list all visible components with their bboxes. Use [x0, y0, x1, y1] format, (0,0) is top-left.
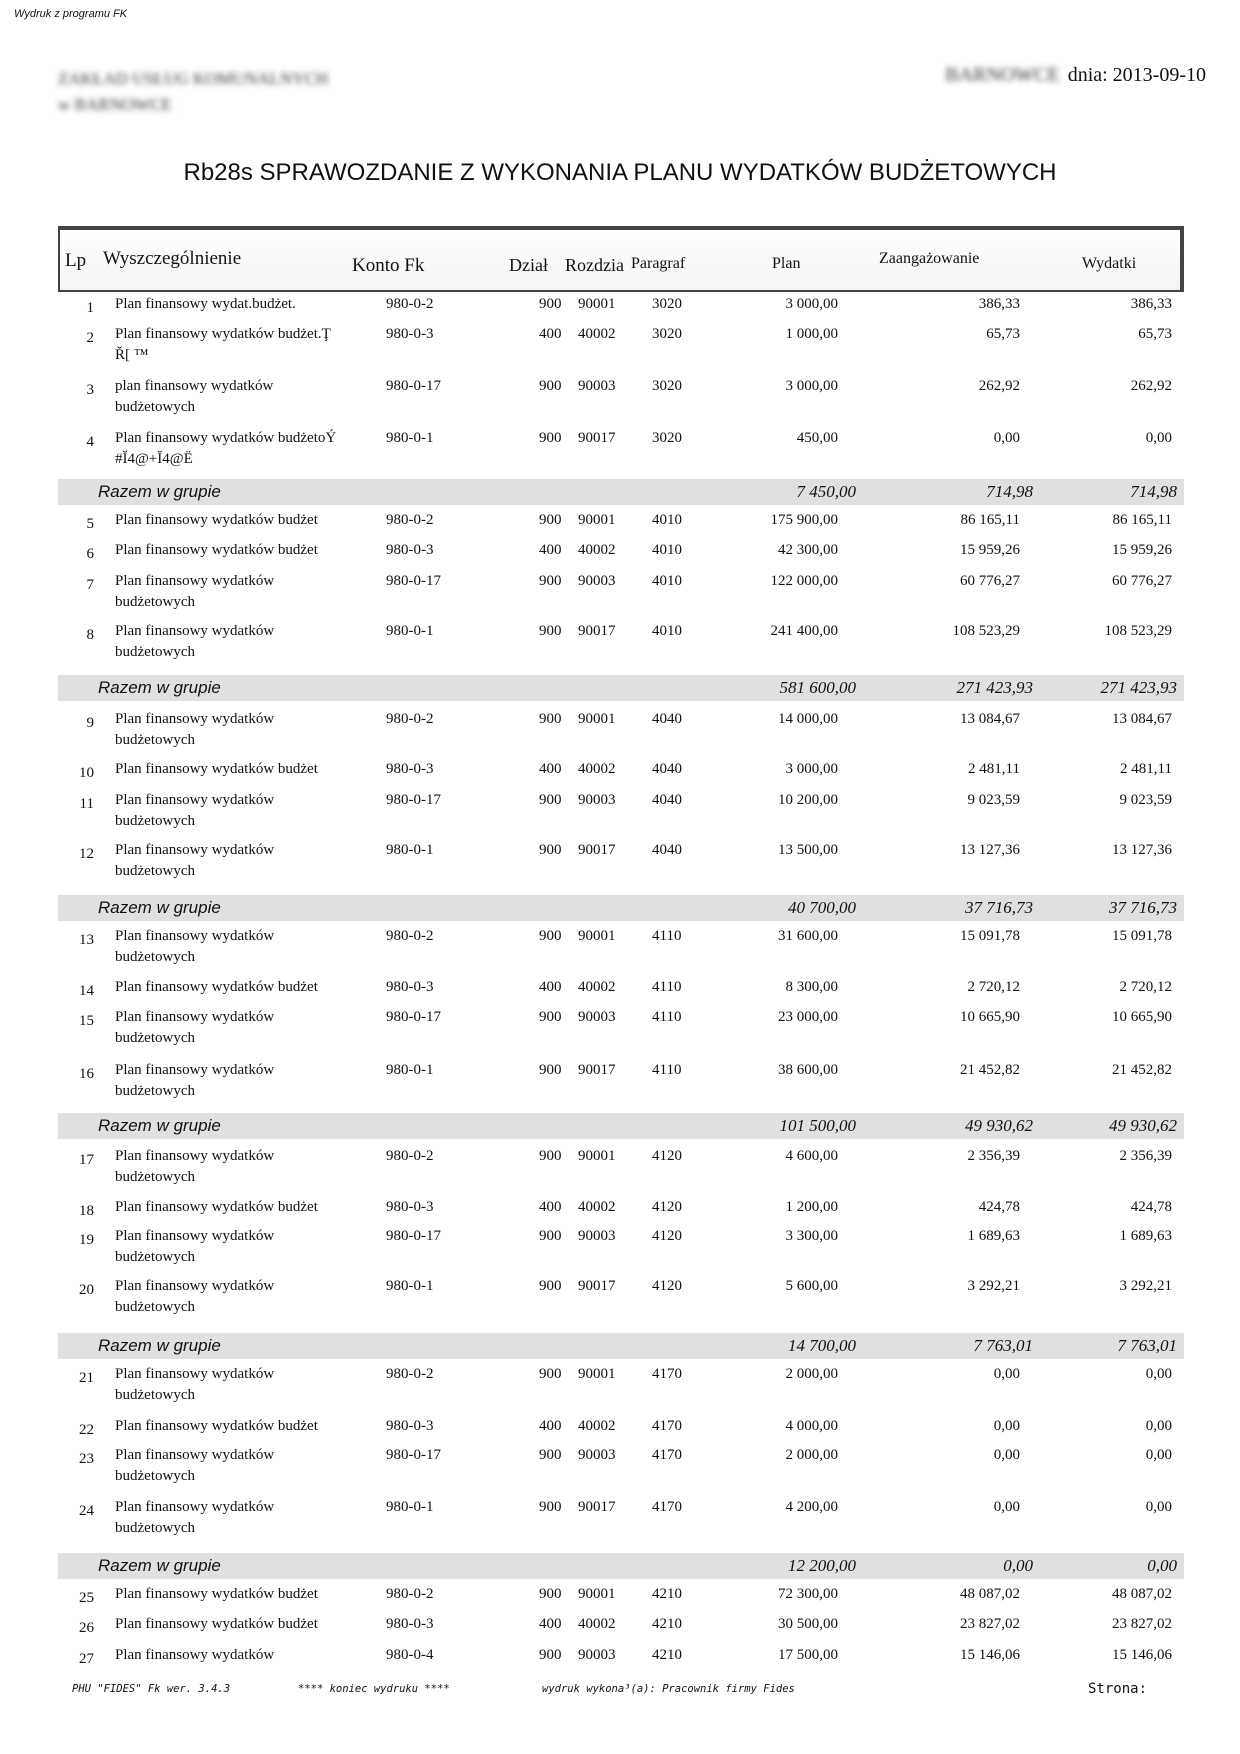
cell-zaangazowanie: 86 165,11	[960, 512, 1020, 528]
cell-desc: Plan finansowy wydatków budżet	[115, 1586, 318, 1602]
cell-plan: 122 000,00	[770, 573, 838, 589]
cell-wydatki: 0,00	[1145, 1418, 1172, 1434]
cell-lp: 12	[79, 846, 94, 862]
cell-konto: 980-0-3	[386, 1418, 434, 1434]
cell-lp: 1	[86, 300, 94, 316]
cell-plan: 17 500,00	[778, 1647, 838, 1663]
cell-wydatki: 0,00	[1145, 1366, 1172, 1382]
group-label: Razem w grupie	[98, 1556, 221, 1575]
cell-lp: 4	[86, 434, 94, 450]
cell-paragraf: 4170	[652, 1499, 682, 1515]
cell-zaangazowanie: 48 087,02	[960, 1586, 1020, 1602]
cell-konto: 980-0-3	[386, 1616, 434, 1632]
cell-rozdzial: 90001	[578, 1366, 616, 1382]
group-total-row	[58, 1333, 1184, 1359]
group-plan: 7 450,00	[796, 482, 856, 501]
cell-paragraf: 4040	[652, 761, 682, 777]
cell-plan: 31 600,00	[778, 928, 838, 944]
cell-dzial: 900	[539, 1499, 562, 1515]
cell-desc: Plan finansowy wydatków budżetowych	[115, 1499, 275, 1536]
cell-wydatki: 15 959,26	[1112, 542, 1172, 558]
cell-zaangazowanie: 2 356,39	[967, 1148, 1020, 1164]
cell-paragraf: 4170	[652, 1418, 682, 1434]
table-header	[58, 226, 1184, 292]
cell-plan: 23 000,00	[778, 1009, 838, 1025]
cell-zaangazowanie: 0,00	[993, 1447, 1020, 1463]
cell-plan: 8 300,00	[785, 979, 838, 995]
cell-rozdzial: 90003	[578, 792, 616, 808]
cell-plan: 2 000,00	[785, 1447, 838, 1463]
cell-desc: Plan finansowy wydatków budżet	[115, 542, 318, 558]
cell-paragraf: 4120	[652, 1278, 682, 1294]
report-date: dnia: 2013-09-10	[1067, 64, 1206, 86]
cell-wydatki: 2 720,12	[1119, 979, 1172, 995]
cell-desc: Plan finansowy wydat.budżet.	[115, 296, 296, 312]
cell-wydatki: 21 452,82	[1112, 1062, 1172, 1078]
cell-desc: Plan finansowy wydatków budżet	[115, 1616, 318, 1632]
cell-plan: 241 400,00	[770, 623, 838, 639]
cell-dzial: 400	[539, 326, 562, 342]
cell-zaangazowanie: 10 665,90	[960, 1009, 1020, 1025]
header-zaangazowanie: Zaangażowanie	[879, 250, 980, 267]
cell-wydatki: 1 689,63	[1119, 1228, 1172, 1244]
cell-lp: 10	[79, 765, 94, 781]
group-label: Razem w grupie	[98, 678, 221, 697]
cell-lp: 25	[79, 1590, 94, 1606]
cell-lp: 24	[79, 1503, 94, 1519]
group-wydatki: 714,98	[1130, 482, 1177, 501]
cell-lp: 17	[79, 1152, 94, 1168]
cell-konto: 980-0-3	[386, 979, 434, 995]
group-total-row	[58, 1113, 1184, 1139]
header-desc: Wyszczególnienie	[103, 248, 242, 269]
cell-dzial: 900	[539, 792, 562, 808]
place-date	[945, 64, 1206, 87]
cell-desc: Plan finansowy wydatków budżetoÝ #Ĭ4@+Ĭ4@Ë	[115, 430, 337, 467]
cell-lp: 14	[79, 983, 94, 999]
cell-konto: 980-0-2	[386, 1586, 434, 1602]
cell-zaangazowanie: 1 689,63	[967, 1228, 1020, 1244]
cell-wydatki: 65,73	[1138, 326, 1172, 342]
cell-rozdzial: 90001	[578, 1586, 616, 1602]
group-wydatki: 7 763,01	[1117, 1336, 1177, 1355]
cell-wydatki: 2 356,39	[1119, 1148, 1172, 1164]
cell-lp: 11	[79, 796, 94, 812]
cell-konto: 980-0-2	[386, 512, 434, 528]
cell-rozdzial: 90003	[578, 573, 616, 589]
cell-desc: Plan finansowy wydatków budżetowych	[115, 1009, 275, 1046]
cell-zaangazowanie: 9 023,59	[967, 792, 1020, 808]
footer-page-label: Strona:	[1088, 1681, 1148, 1697]
cell-zaangazowanie: 23 827,02	[960, 1616, 1020, 1632]
cell-plan: 1 200,00	[785, 1199, 838, 1215]
cell-zaangazowanie: 0,00	[993, 430, 1020, 446]
cell-dzial: 900	[539, 711, 562, 727]
cell-wydatki: 15 146,06	[1112, 1647, 1172, 1663]
cell-wydatki: 13 084,67	[1112, 711, 1172, 727]
cell-paragraf: 4120	[652, 1228, 682, 1244]
cell-zaangazowanie: 13 127,36	[960, 842, 1020, 858]
cell-rozdzial: 40002	[578, 542, 616, 558]
group-total-row	[58, 675, 1184, 701]
cell-desc: Plan finansowy wydatków budżetowych	[115, 1447, 275, 1484]
cell-dzial: 900	[539, 573, 562, 589]
cell-lp: 27	[79, 1651, 94, 1667]
cell-wydatki: 48 087,02	[1112, 1586, 1172, 1602]
cell-zaangazowanie: 0,00	[993, 1418, 1020, 1434]
cell-rozdzial: 90003	[578, 1228, 616, 1244]
group-wydatki: 49 930,62	[1109, 1116, 1177, 1135]
cell-dzial: 400	[539, 1199, 562, 1215]
cell-wydatki: 13 127,36	[1112, 842, 1172, 858]
cell-konto: 980-0-1	[386, 1499, 434, 1515]
group-total-row	[58, 1553, 1184, 1579]
cell-wydatki: 3 292,21	[1119, 1278, 1172, 1294]
cell-desc: Plan finansowy wydatków budżet	[115, 979, 318, 995]
cell-zaangazowanie: 262,92	[978, 378, 1020, 394]
cell-zaangazowanie: 0,00	[993, 1366, 1020, 1382]
cell-konto: 980-0-2	[386, 928, 434, 944]
cell-dzial: 900	[539, 378, 562, 394]
cell-paragraf: 4210	[652, 1616, 682, 1632]
cell-desc: Plan finansowy wydatków budżetowych	[115, 1278, 275, 1315]
cell-paragraf: 4010	[652, 573, 682, 589]
cell-paragraf: 3020	[652, 378, 682, 394]
group-plan: 581 600,00	[779, 678, 856, 697]
cell-desc: Plan finansowy wydatków budżetowych	[115, 573, 275, 610]
cell-rozdzial: 90017	[578, 1062, 616, 1078]
cell-paragraf: 3020	[652, 430, 682, 446]
cell-konto: 980-0-2	[386, 1366, 434, 1382]
cell-lp: 7	[86, 577, 94, 593]
cell-dzial: 900	[539, 512, 562, 528]
cell-paragraf: 4120	[652, 1148, 682, 1164]
cell-dzial: 400	[539, 761, 562, 777]
cell-wydatki: 262,92	[1130, 378, 1172, 394]
cell-lp: 3	[86, 382, 94, 398]
cell-konto: 980-0-17	[386, 1009, 441, 1025]
group-wydatki: 271 423,93	[1100, 678, 1177, 697]
cell-zaangazowanie: 2 720,12	[967, 979, 1020, 995]
group-plan: 101 500,00	[779, 1116, 856, 1135]
cell-konto: 980-0-17	[386, 573, 441, 589]
cell-rozdzial: 40002	[578, 1418, 616, 1434]
cell-paragraf: 4040	[652, 711, 682, 727]
cell-dzial: 900	[539, 1647, 562, 1663]
cell-paragraf: 4010	[652, 512, 682, 528]
cell-dzial: 900	[539, 1062, 562, 1078]
group-zaangazowanie: 7 763,01	[973, 1336, 1033, 1355]
cell-zaangazowanie: 65,73	[986, 326, 1020, 342]
cell-lp: 23	[79, 1451, 94, 1467]
cell-plan: 4 000,00	[785, 1418, 838, 1434]
cell-konto: 980-0-17	[386, 378, 441, 394]
cell-rozdzial: 90017	[578, 1278, 616, 1294]
cell-rozdzial: 90003	[578, 1447, 616, 1463]
cell-rozdzial: 90001	[578, 296, 616, 312]
cell-desc: Plan finansowy wydatków budżetowych	[115, 623, 275, 660]
cell-desc: Plan finansowy wydatków budżetowych	[115, 1062, 275, 1099]
header-dzial: Dział	[509, 255, 548, 275]
cell-paragraf: 4210	[652, 1586, 682, 1602]
cell-lp: 15	[79, 1013, 94, 1029]
header-konto: Konto Fk	[352, 255, 425, 276]
cell-lp: 21	[79, 1370, 94, 1386]
cell-plan: 10 200,00	[778, 792, 838, 808]
header-wydatki: Wydatki	[1082, 255, 1137, 272]
cell-dzial: 400	[539, 1418, 562, 1434]
group-zaangazowanie: 37 716,73	[965, 898, 1033, 917]
cell-zaangazowanie: 15 959,26	[960, 542, 1020, 558]
group-total-row	[58, 479, 1184, 505]
cell-rozdzial: 40002	[578, 326, 616, 342]
cell-plan: 4 600,00	[785, 1148, 838, 1164]
cell-konto: 980-0-3	[386, 761, 434, 777]
cell-dzial: 900	[539, 928, 562, 944]
header-plan: Plan	[772, 255, 801, 272]
group-zaangazowanie: 271 423,93	[956, 678, 1033, 697]
cell-lp: 26	[79, 1620, 94, 1636]
footer-printed-by: wydruk wykona³(a): Pracownik firmy Fides	[542, 1683, 795, 1695]
cell-konto: 980-0-1	[386, 430, 434, 446]
cell-wydatki: 0,00	[1145, 1447, 1172, 1463]
header-paragraf: Paragraf	[631, 255, 686, 272]
group-label: Razem w grupie	[98, 1336, 221, 1355]
cell-konto: 980-0-4	[386, 1647, 434, 1663]
group-zaangazowanie: 0,00	[1003, 1556, 1033, 1575]
cell-rozdzial: 40002	[578, 1199, 616, 1215]
cell-lp: 22	[79, 1422, 94, 1438]
cell-wydatki: 9 023,59	[1119, 792, 1172, 808]
cell-dzial: 400	[539, 1616, 562, 1632]
cell-dzial: 900	[539, 1228, 562, 1244]
city: BARNOWCE	[945, 64, 1060, 86]
cell-dzial: 900	[539, 1278, 562, 1294]
cell-plan: 1 000,00	[785, 326, 838, 342]
cell-lp: 19	[79, 1232, 94, 1248]
cell-plan: 2 000,00	[785, 1366, 838, 1382]
cell-konto: 980-0-2	[386, 711, 434, 727]
cell-zaangazowanie: 15 091,78	[960, 928, 1020, 944]
cell-paragraf: 4010	[652, 542, 682, 558]
cell-konto: 980-0-17	[386, 1447, 441, 1463]
footer-end-marker: **** koniec wydruku ****	[298, 1683, 450, 1695]
cell-zaangazowanie: 15 146,06	[960, 1647, 1020, 1663]
cell-paragraf: 4120	[652, 1199, 682, 1215]
cell-desc: plan finansowy wydatków budżetowych	[115, 378, 274, 415]
group-label: Razem w grupie	[98, 898, 221, 917]
cell-rozdzial: 90003	[578, 1647, 616, 1663]
cell-dzial: 400	[539, 979, 562, 995]
cell-paragraf: 3020	[652, 326, 682, 342]
cell-wydatki: 0,00	[1145, 430, 1172, 446]
cell-dzial: 900	[539, 1447, 562, 1463]
cell-rozdzial: 40002	[578, 979, 616, 995]
cell-plan: 4 200,00	[785, 1499, 838, 1515]
cell-desc: Plan finansowy wydatków budżetowych	[115, 1366, 275, 1403]
cell-lp: 2	[86, 330, 94, 346]
cell-konto: 980-0-17	[386, 792, 441, 808]
cell-desc: Plan finansowy wydatków budżet	[115, 761, 318, 777]
group-total-row	[58, 895, 1184, 921]
cell-lp: 13	[79, 932, 94, 948]
cell-zaangazowanie: 108 523,29	[952, 623, 1020, 639]
cell-desc: Plan finansowy wydatków budżet	[115, 1199, 318, 1215]
org-line-2: w BARNOWCE	[58, 95, 172, 114]
cell-desc: Plan finansowy wydatków budżet	[115, 512, 318, 528]
cell-lp: 18	[79, 1203, 94, 1219]
cell-konto: 980-0-3	[386, 1199, 434, 1215]
cell-konto: 980-0-3	[386, 326, 434, 342]
cell-plan: 14 000,00	[778, 711, 838, 727]
cell-lp: 16	[79, 1066, 94, 1082]
cell-paragraf: 4110	[652, 979, 682, 995]
cell-desc: Plan finansowy wydatków	[115, 1647, 275, 1663]
cell-desc: Plan finansowy wydatków budżetowych	[115, 928, 275, 965]
cell-dzial: 900	[539, 1148, 562, 1164]
header-lp: Lp	[65, 250, 87, 271]
cell-desc: Plan finansowy wydatków budżetowych	[115, 842, 275, 879]
cell-desc: Plan finansowy wydatków budżetowych	[115, 792, 275, 829]
cell-wydatki: 108 523,29	[1104, 623, 1172, 639]
cell-lp: 5	[86, 516, 94, 532]
cell-konto: 980-0-1	[386, 623, 434, 639]
cell-plan: 175 900,00	[770, 512, 838, 528]
cell-konto: 980-0-1	[386, 1278, 434, 1294]
group-wydatki: 0,00	[1147, 1556, 1177, 1575]
cell-desc: Plan finansowy wydatków budżet.Ţ Ř[ ™	[115, 326, 331, 363]
cell-plan: 3 000,00	[785, 378, 838, 394]
footer-software: PHU "FIDES" Fk wer. 3.4.3	[72, 1683, 231, 1695]
cell-wydatki: 10 665,90	[1112, 1009, 1172, 1025]
cell-plan: 3 000,00	[785, 296, 838, 312]
organization-name	[58, 66, 328, 118]
cell-lp: 9	[86, 715, 94, 731]
org-line-1: ZAKŁAD USŁUG KOMUNALNYCH	[58, 69, 329, 88]
cell-plan: 13 500,00	[778, 842, 838, 858]
cell-lp: 6	[86, 546, 94, 562]
cell-rozdzial: 90001	[578, 512, 616, 528]
cell-dzial: 900	[539, 1586, 562, 1602]
cell-wydatki: 0,00	[1145, 1499, 1172, 1515]
cell-rozdzial: 90017	[578, 623, 616, 639]
cell-konto: 980-0-2	[386, 1148, 434, 1164]
cell-rozdzial: 90003	[578, 378, 616, 394]
cell-wydatki: 386,33	[1130, 296, 1172, 312]
cell-dzial: 900	[539, 1009, 562, 1025]
cell-rozdzial: 90001	[578, 711, 616, 727]
header-rozdzial: Rozdzia	[565, 255, 624, 275]
cell-dzial: 900	[539, 623, 562, 639]
cell-konto: 980-0-2	[386, 296, 434, 312]
cell-plan: 3 300,00	[785, 1228, 838, 1244]
cell-plan: 30 500,00	[778, 1616, 838, 1632]
cell-paragraf: 4110	[652, 1009, 682, 1025]
cell-paragraf: 4040	[652, 792, 682, 808]
cell-zaangazowanie: 424,78	[978, 1199, 1020, 1215]
cell-paragraf: 4170	[652, 1447, 682, 1463]
cell-desc: Plan finansowy wydatków budżetowych	[115, 1148, 275, 1185]
cell-plan: 5 600,00	[785, 1278, 838, 1294]
cell-konto: 980-0-17	[386, 1228, 441, 1244]
cell-konto: 980-0-1	[386, 842, 434, 858]
cell-paragraf: 4210	[652, 1647, 682, 1663]
cell-paragraf: 4170	[652, 1366, 682, 1382]
cell-rozdzial: 90003	[578, 1009, 616, 1025]
page-title: Rb28s SPRAWOZDANIE Z WYKONANIA PLANU WYDATKÓW BUDŻETOWYCH	[183, 159, 1057, 186]
cell-plan: 450,00	[796, 430, 838, 446]
cell-rozdzial: 90001	[578, 1148, 616, 1164]
cell-desc: Plan finansowy wydatków budżetowych	[115, 1228, 275, 1265]
cell-konto: 980-0-1	[386, 1062, 434, 1078]
cell-wydatki: 424,78	[1130, 1199, 1172, 1215]
group-plan: 12 200,00	[788, 1556, 856, 1575]
cell-rozdzial: 90017	[578, 1499, 616, 1515]
cell-rozdzial: 40002	[578, 1616, 616, 1632]
group-plan: 40 700,00	[788, 898, 856, 917]
cell-rozdzial: 90001	[578, 928, 616, 944]
cell-dzial: 400	[539, 542, 562, 558]
group-zaangazowanie: 714,98	[986, 482, 1033, 501]
cell-dzial: 900	[539, 296, 562, 312]
print-source-note: Wydruk z programu FK	[14, 8, 128, 20]
cell-paragraf: 4110	[652, 928, 682, 944]
group-zaangazowanie: 49 930,62	[965, 1116, 1033, 1135]
cell-rozdzial: 90017	[578, 842, 616, 858]
cell-lp: 8	[86, 627, 94, 643]
cell-lp: 20	[79, 1282, 94, 1298]
cell-konto: 980-0-3	[386, 542, 434, 558]
cell-paragraf: 4110	[652, 1062, 682, 1078]
cell-plan: 38 600,00	[778, 1062, 838, 1078]
group-label: Razem w grupie	[98, 1116, 221, 1135]
cell-desc: Plan finansowy wydatków budżet	[115, 1418, 318, 1434]
cell-dzial: 900	[539, 842, 562, 858]
cell-wydatki: 86 165,11	[1112, 512, 1172, 528]
group-label: Razem w grupie	[98, 482, 221, 501]
cell-rozdzial: 90017	[578, 430, 616, 446]
cell-plan: 42 300,00	[778, 542, 838, 558]
group-plan: 14 700,00	[788, 1336, 856, 1355]
cell-zaangazowanie: 386,33	[978, 296, 1020, 312]
cell-paragraf: 3020	[652, 296, 682, 312]
cell-wydatki: 60 776,27	[1112, 573, 1172, 589]
cell-zaangazowanie: 3 292,21	[967, 1278, 1020, 1294]
cell-rozdzial: 40002	[578, 761, 616, 777]
cell-dzial: 900	[539, 1366, 562, 1382]
cell-paragraf: 4010	[652, 623, 682, 639]
cell-plan: 3 000,00	[785, 761, 838, 777]
group-wydatki: 37 716,73	[1109, 898, 1177, 917]
cell-zaangazowanie: 13 084,67	[960, 711, 1020, 727]
cell-wydatki: 2 481,11	[1120, 761, 1172, 777]
cell-wydatki: 23 827,02	[1112, 1616, 1172, 1632]
cell-dzial: 900	[539, 430, 562, 446]
cell-zaangazowanie: 2 481,11	[968, 761, 1020, 777]
cell-zaangazowanie: 0,00	[993, 1499, 1020, 1515]
cell-zaangazowanie: 60 776,27	[960, 573, 1020, 589]
cell-wydatki: 15 091,78	[1112, 928, 1172, 944]
cell-desc: Plan finansowy wydatków budżetowych	[115, 711, 275, 748]
cell-plan: 72 300,00	[778, 1586, 838, 1602]
cell-paragraf: 4040	[652, 842, 682, 858]
cell-zaangazowanie: 21 452,82	[960, 1062, 1020, 1078]
